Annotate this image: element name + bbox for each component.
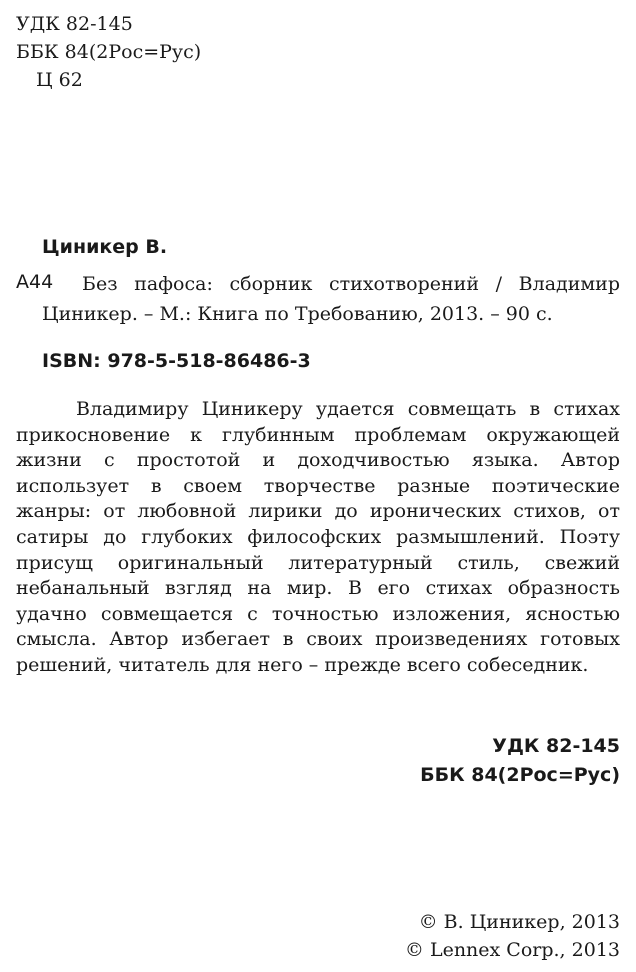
copyright-block: [405, 908, 620, 964]
udk-code: УДК 82-145: [16, 13, 133, 35]
copyright-publisher: © Lennex Corp., 2013: [404, 939, 620, 961]
author-heading: Циникер В.: [42, 236, 168, 258]
udk-code-bottom: УДК 82-145: [492, 735, 620, 757]
annotation-paragraph: Владимиру Циникеру удается совмещать в стихах прикосновение к глубинным проблемам окружающей жизни с простотой и доходчивостью языка. Автор использует в своем творчестве разные поэтические жанры: от любовной лирики до иронических стихов, от сатиры до глубоких философских размышлений. Поэту присущ оригинальный литературный стиль, свежий небанальный взгляд на мир. В его стихах образность удачно совмещается с точностью изложения, ясностью смысла. Автор избегает в своих произведениях готовых решений, читатель для него – прежде всего собеседник.: [16, 398, 620, 676]
bbk-code: ББК 84(2Рос=Рус): [16, 41, 202, 63]
author-code: А44: [16, 271, 54, 293]
bibliographic-record: Без пафоса: сборник стихотворений / Владимир Циникер. – М.: Книга по Требованию, 2013. – 90 с.: [42, 273, 620, 325]
classification-top: [16, 10, 201, 94]
copyright-author: © В. Циникер, 2013: [418, 911, 620, 933]
bbk-code-bottom: ББК 84(2Рос=Рус): [420, 764, 620, 786]
isbn: ISBN: 978-5-518-86486-3: [42, 350, 311, 372]
author-sign: Ц 62: [36, 69, 83, 91]
classification-bottom: [420, 732, 620, 790]
